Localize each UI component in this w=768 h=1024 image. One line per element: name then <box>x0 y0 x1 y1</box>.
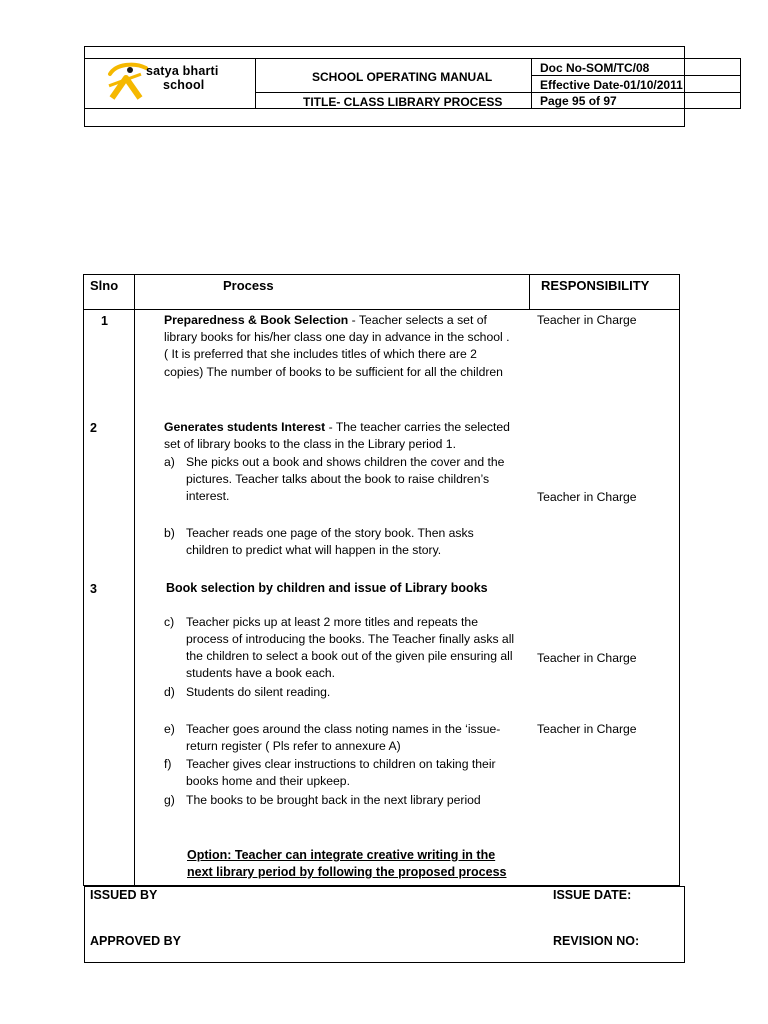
row-2-line: set of library books to the class in the Library period 1. <box>164 437 456 451</box>
list-item-line: students have a book each. <box>186 666 336 680</box>
list-item-line: The books to be brought back in the next library period <box>186 793 481 807</box>
row-1-line1-rest: - Teacher selects a set of <box>348 313 487 327</box>
option-note-line: next library period by following the proposed process <box>187 865 507 879</box>
row-3-responsibility: Teacher in Charge <box>537 722 637 736</box>
row-1-responsibility: Teacher in Charge <box>537 313 637 327</box>
list-item-line: return register ( Pls refer to annexure A) <box>186 739 401 753</box>
revision-no-label: REVISION NO: <box>553 934 640 948</box>
row-number: 2 <box>90 421 97 435</box>
issue-date-label: ISSUE DATE: <box>553 888 632 902</box>
option-note <box>187 847 507 881</box>
list-marker: f) <box>164 757 172 771</box>
list-marker: d) <box>164 685 175 699</box>
list-item-line: pictures. Teacher talks about the book to raise children’s <box>186 472 490 486</box>
list-item-line: the children to select a book out of the given pile ensuring all <box>186 649 513 663</box>
row-number: 1 <box>101 314 108 328</box>
list-item-line: books home and their upkeep. <box>186 774 350 788</box>
row-1-line: ( It is preferred that she includes titles of which there are 2 <box>164 347 477 361</box>
manual-title: SCHOOL OPERATING MANUAL <box>312 70 493 84</box>
document-title: TITLE- CLASS LIBRARY PROCESS <box>303 95 503 109</box>
list-item-line: Students do silent reading. <box>186 685 331 699</box>
list-marker: g) <box>164 793 175 807</box>
list-item-line: Teacher reads one page of the story book. Then asks <box>186 526 474 540</box>
row-3-heading: Book selection by children and issue of Library books <box>166 581 488 595</box>
column-header-responsibility: RESPONSIBILITY <box>541 278 650 293</box>
row-1-heading: Preparedness & Book Selection <box>164 313 349 327</box>
list-marker: c) <box>164 615 175 629</box>
row-3-responsibility: Teacher in Charge <box>537 651 637 665</box>
logo-text-line2: school <box>163 78 205 92</box>
column-header-slno: Slno <box>90 278 119 293</box>
row-1-line: library books for his/her class one day in advance in the school . <box>164 330 510 344</box>
row-1-line: copies) The number of books to be sufficient for all the children <box>164 365 503 379</box>
column-header-process: Process <box>223 278 274 293</box>
list-marker: a) <box>164 455 175 469</box>
row-2-first-line <box>164 419 510 436</box>
approved-by-label: APPROVED BY <box>90 934 181 948</box>
row-2-heading: Generates students Interest <box>164 420 326 434</box>
list-item-line: Teacher picks up at least 2 more titles and repeats the <box>186 615 478 629</box>
page-number: Page 95 of 97 <box>540 94 617 108</box>
list-item-line: Teacher goes around the class noting names in the ‘issue- <box>186 722 501 736</box>
logo-text-line1: satya bharti <box>146 64 219 78</box>
row-number: 3 <box>90 582 97 596</box>
row-2-line1-rest: - The teacher carries the selected <box>325 420 510 434</box>
table-header-divider <box>83 309 680 310</box>
effective-date: Effective Date-01/10/2011 <box>540 78 683 92</box>
list-marker: b) <box>164 526 175 540</box>
table-divider-slno <box>134 274 135 886</box>
list-item-line: Teacher gives clear instructions to children on taking their <box>186 757 496 771</box>
list-item-line: children to predict what will happen in the story. <box>186 543 442 557</box>
row-2-responsibility: Teacher in Charge <box>537 490 637 504</box>
list-item-line: She picks out a book and shows children the cover and the <box>186 455 505 469</box>
table-divider-process <box>529 274 530 310</box>
option-note-line: Option: Teacher can integrate creative writing in the <box>187 848 496 862</box>
document-number: Doc No-SOM/TC/08 <box>540 61 650 75</box>
list-item-line: process of introducing the books. The Teacher finally asks all <box>186 632 515 646</box>
row-1-first-line <box>164 312 487 329</box>
issued-by-label: ISSUED BY <box>90 888 158 902</box>
list-marker: e) <box>164 722 175 736</box>
list-item-line: interest. <box>186 489 230 503</box>
